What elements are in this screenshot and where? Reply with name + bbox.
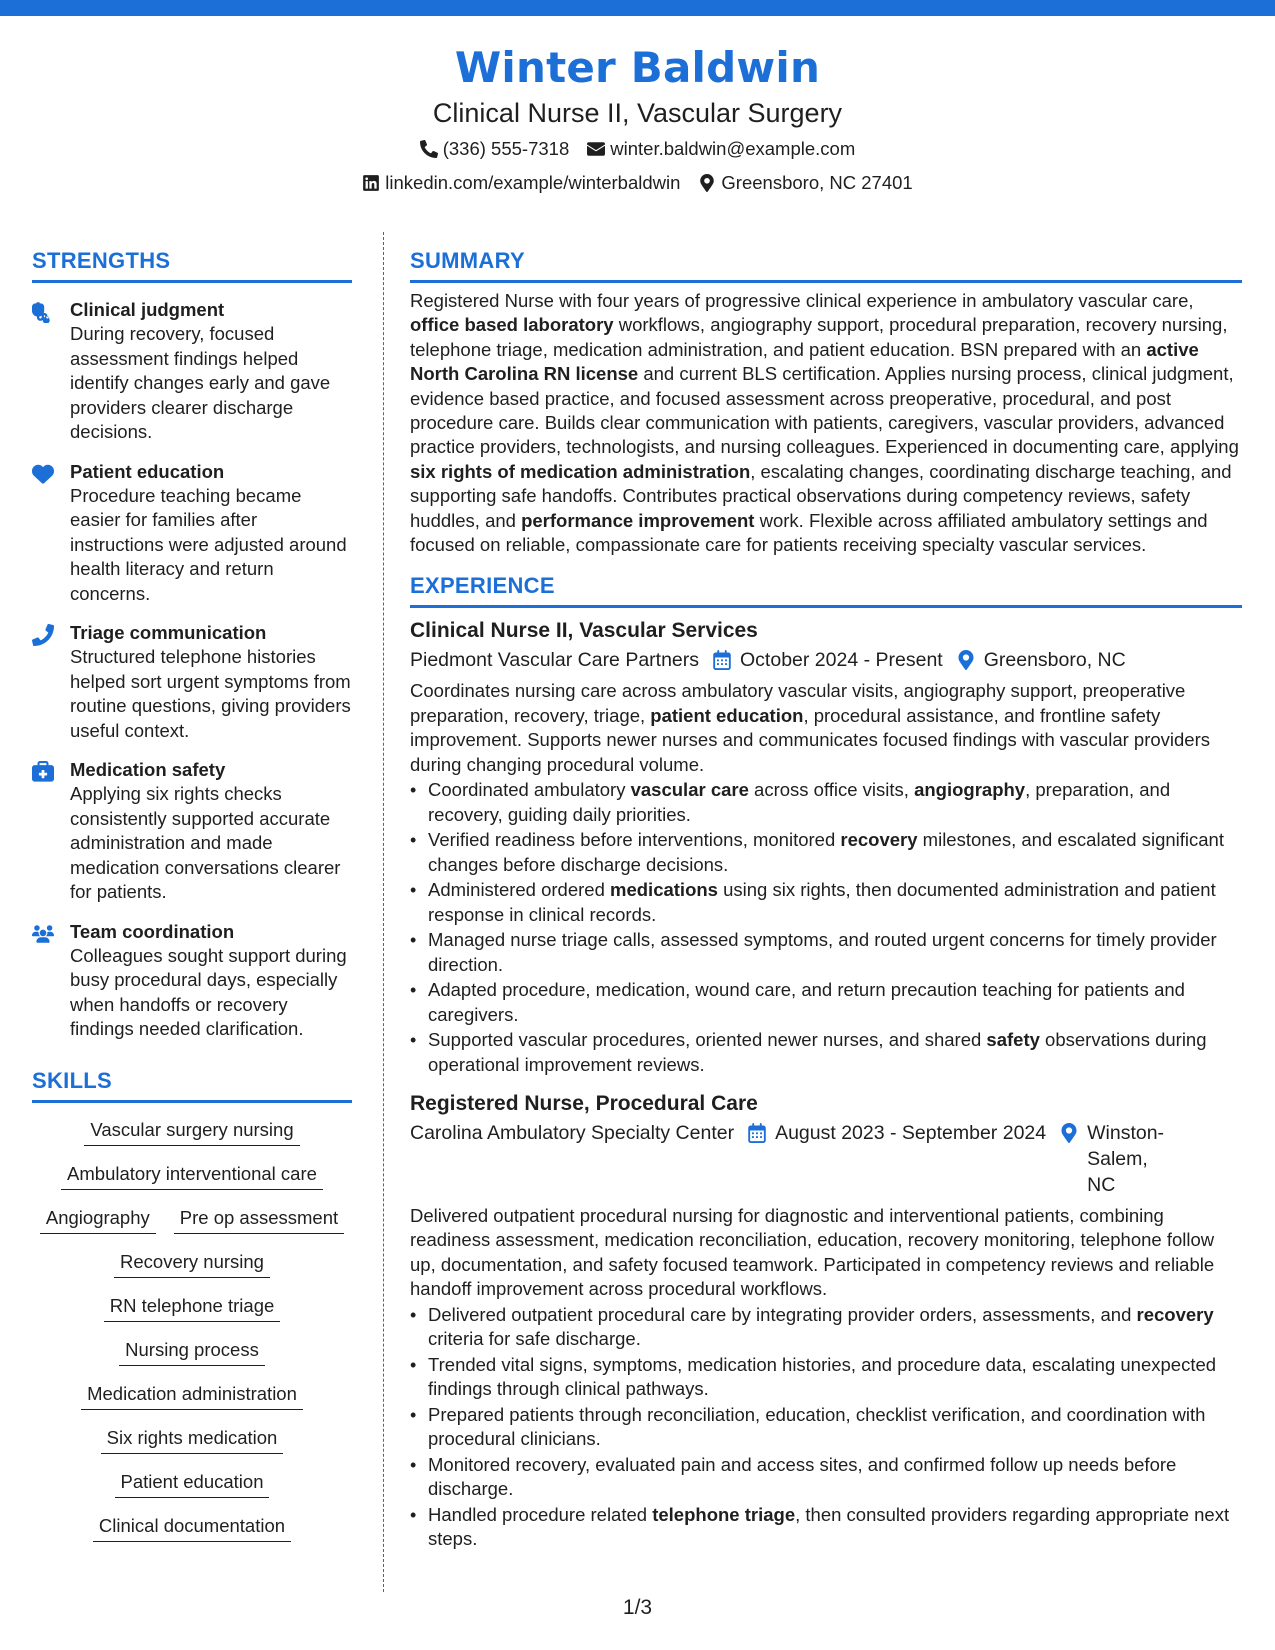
calendar-icon: [748, 1123, 766, 1143]
bullet-item: [410, 778, 1242, 827]
job-dates: [748, 1120, 1046, 1146]
skill-tag: Pre op assessment: [174, 1205, 344, 1234]
strength-title: Patient education: [70, 460, 225, 482]
strength-item: [32, 920, 352, 1042]
skill-tag: Nursing process: [119, 1337, 265, 1366]
skills-heading: SKILLS: [32, 1066, 352, 1103]
skill-tag: RN telephone triage: [104, 1293, 281, 1322]
bold-text: performance improvement: [521, 509, 755, 531]
text-run: Prepared patients through reconciliation, education, checklist verification, and coordination with procedural clinicians.: [428, 1403, 1206, 1449]
strength-text: During recovery, focused assessment findings helped identify changes early and gave providers clearer discharge decisions.: [70, 323, 331, 442]
text-run: Supported vascular procedures, oriented newer nurses, and shared: [428, 1029, 987, 1051]
bold-text: medications: [610, 879, 718, 901]
bullet-item: [410, 1353, 1242, 1402]
map-pin-icon: [1060, 1123, 1078, 1143]
skill-tag: Six rights medication: [101, 1425, 284, 1454]
company-text: Carolina Ambulatory Specialty Center: [410, 1121, 735, 1144]
bold-text: telephone triage: [652, 1503, 796, 1525]
job-meta: [410, 647, 1242, 673]
skill-tag: Vascular surgery nursing: [84, 1117, 299, 1146]
text-run: workflows, angiography support, procedural preparation, recovery nursing, telephone triage, medication administration, and patient education. BSN prepared with an: [410, 314, 1228, 360]
bold-text: vascular care: [630, 779, 749, 801]
text-run: Delivered outpatient procedural care by integrating provider orders, assessments, and: [428, 1303, 1137, 1325]
linkedin-icon: [362, 174, 380, 192]
experience-heading: EXPERIENCE: [410, 571, 1242, 608]
text-run: milestones, and escalated significant changes before discharge decisions.: [428, 829, 1224, 875]
stethoscope-icon: [32, 301, 54, 323]
bold-text: recovery: [840, 829, 918, 851]
envelope-icon: [587, 140, 605, 158]
job-company: [410, 1120, 734, 1146]
bold-text: office based laboratory: [410, 314, 614, 336]
top-accent-bar: [0, 0, 1275, 16]
bullet-item: [410, 978, 1242, 1027]
linkedin-text: linkedin.com/example/winterbaldwin: [385, 172, 681, 193]
text-run: across office visits,: [748, 779, 915, 801]
column-divider: [383, 232, 384, 1592]
text-run: and current BLS certification. Applies nursing process, clinical judgment, evidence based practice, and focused assessment across preoperative, procedural, and post procedure care. Builds clear communication with patients, caregivers, vascular providers, advanced practice providers, technologists, and nursing colleagues. Experienced in documenting care, applying: [410, 363, 1239, 458]
strength-text: Colleagues sought support during busy procedural days, especially when handoffs or recovery findings needed clarification.: [70, 944, 347, 1039]
text-run: Handled procedure related: [428, 1503, 653, 1525]
skill-tag: Clinical documentation: [93, 1513, 291, 1542]
users-icon: [32, 923, 54, 945]
calendar-icon: [713, 650, 731, 670]
text-run: Administered ordered: [428, 879, 611, 901]
text-run: , preparation, and recovery, guiding daily priorities.: [428, 779, 1171, 825]
job-bullets: [410, 778, 1242, 1077]
strength-item: [32, 460, 352, 607]
text-run: Verified readiness before interventions, monitored: [428, 829, 841, 851]
skill-tag: Ambulatory interventional care: [61, 1161, 323, 1190]
job-bullets: [410, 1303, 1242, 1552]
job-description: [410, 1204, 1242, 1302]
strength-title: Medication safety: [70, 759, 226, 780]
email-text: winter.baldwin@example.com: [610, 138, 856, 159]
strength-item: [32, 621, 352, 743]
text-run: Trended vital signs, symptoms, medication histories, and procedure data, escalating unexpected findings through clinical pathways.: [428, 1353, 1217, 1399]
strength-item: [32, 758, 352, 905]
location-text: Winston-Salem, NC: [1087, 1121, 1165, 1196]
text-run: using six rights, then documented administration and patient response in clinical records.: [428, 879, 1216, 925]
skill-tag: Medication administration: [81, 1381, 303, 1410]
linkedin-contact[interactable]: [362, 168, 680, 198]
job-title: Registered Nurse, Procedural Care: [410, 1091, 758, 1115]
heart-icon: [32, 463, 54, 485]
text-run: , escalating changes, coordinating discharge teaching, and supporting safe handoffs. Contributes practical observations during competency reviews, safety huddles, and: [410, 460, 1232, 531]
text-run: Registered Nurse with four years of progressive clinical experience in ambulatory vascular care,: [410, 290, 1194, 311]
bullet-item: [410, 928, 1242, 977]
strength-title: Team coordination: [70, 920, 235, 942]
candidate-name: Winter Baldwin: [454, 43, 821, 92]
phone-text: (336) 555-7318: [442, 138, 570, 159]
bold-text: patient education: [650, 704, 804, 726]
strength-title: Triage communication: [70, 622, 267, 643]
text-run: criteria for safe discharge.: [428, 1327, 641, 1349]
text-run: Adapted procedure, medication, wound care, and return precaution teaching for patients and caregivers.: [428, 979, 1185, 1025]
bold-text: angiography: [914, 779, 1026, 801]
left-column: [32, 246, 352, 1557]
phone-icon: [32, 624, 54, 646]
bullet-item: [410, 1028, 1242, 1077]
right-column: [410, 246, 1242, 1553]
bullet-item: [410, 1303, 1242, 1352]
text-run: Coordinates nursing care across ambulatory vascular visits, angiography support, preoperative preparation, recovery, triage,: [410, 680, 1186, 726]
job-title: Clinical Nurse II, Vascular Services: [410, 619, 758, 643]
contact-row-2: [0, 168, 1275, 198]
medkit-icon: [32, 761, 54, 783]
text-run: , then consulted providers regarding appropriate next steps.: [428, 1503, 1230, 1549]
skill-tag: Patient education: [115, 1469, 270, 1498]
skills-list: [32, 1117, 352, 1542]
strength-text: Procedure teaching became easier for families after instructions were adjusted around health literacy and return concerns.: [70, 484, 347, 604]
contact-row-1: [0, 134, 1275, 164]
dates-text: August 2023 - September 2024: [775, 1121, 1047, 1144]
text-run: Managed nurse triage calls, assessed symptoms, and routed urgent concerns for timely provider direction.: [428, 929, 1217, 975]
text-run: work. Flexible across affiliated ambulatory settings and focused on reliable, compassionate care for patients receiving specialty vascular services.: [410, 509, 1208, 556]
skill-tag: Recovery nursing: [114, 1249, 270, 1278]
text-run: Coordinated ambulatory: [428, 779, 631, 801]
location-text: Greensboro, NC 27401: [721, 172, 913, 193]
strength-text: Applying six rights checks consistently supported accurate administration and made medication conversations clearer for patients.: [70, 783, 341, 902]
company-text: Piedmont Vascular Care Partners: [410, 649, 700, 672]
candidate-title: Clinical Nurse II, Vascular Surgery: [432, 98, 843, 128]
bullet-item: [410, 1453, 1242, 1502]
text-run: Delivered outpatient procedural nursing for diagnostic and interventional patients, combining readiness assessment, medication reconciliation, education, recovery monitoring, telephone follow up, documentation, and safety focused teamwork. Participated in competency reviews and reliable handoff improvement across procedural workflows.: [410, 1204, 1215, 1300]
bullet-item: [410, 878, 1242, 927]
text-run: , procedural assistance, and frontline safety improvement. Supports newer nurses and communicates focused findings with vascular providers during changing procedural volume.: [410, 704, 1210, 775]
bullet-item: [410, 828, 1242, 877]
summary-text: [410, 289, 1242, 557]
location-contact: [698, 168, 912, 198]
skill-tag: Angiography: [40, 1205, 156, 1234]
bullet-item: [410, 1403, 1242, 1452]
job-location: [1060, 1120, 1164, 1198]
resume-header: [0, 40, 1275, 198]
bold-text: recovery: [1136, 1303, 1214, 1325]
job-entry: [410, 616, 1242, 1076]
email-contact[interactable]: [587, 134, 855, 164]
dates-text: October 2024 - Present: [740, 649, 943, 672]
strength-title: Clinical judgment: [70, 299, 225, 320]
map-pin-icon: [957, 650, 975, 670]
bold-text: safety: [986, 1029, 1040, 1051]
bold-text: active North Carolina RN license: [410, 338, 1199, 385]
bullet-item: [410, 1503, 1242, 1552]
phone-icon: [420, 140, 438, 158]
strength-item: [32, 298, 352, 445]
page-number: 1/3: [622, 1596, 653, 1619]
strength-text: Structured telephone histories helped sort urgent symptoms from routine questions, giving providers useful context.: [70, 646, 351, 741]
job-description: [410, 679, 1242, 777]
summary-heading: SUMMARY: [410, 246, 1242, 283]
text-run: Monitored recovery, evaluated pain and access sites, and confirmed follow up needs before discharge.: [428, 1453, 1177, 1499]
job-location: [957, 647, 1126, 673]
job-dates: [713, 647, 943, 673]
location-text: Greensboro, NC: [983, 649, 1126, 672]
map-pin-icon: [698, 174, 716, 192]
job-meta: [410, 1120, 1242, 1198]
text-run: observations during operational improvement reviews.: [428, 1029, 1207, 1075]
job-entry: [410, 1089, 1242, 1551]
job-company: [410, 647, 699, 673]
phone-contact: [420, 134, 570, 164]
strengths-heading: STRENGTHS: [32, 246, 352, 283]
bold-text: six rights of medication administration: [410, 460, 751, 482]
